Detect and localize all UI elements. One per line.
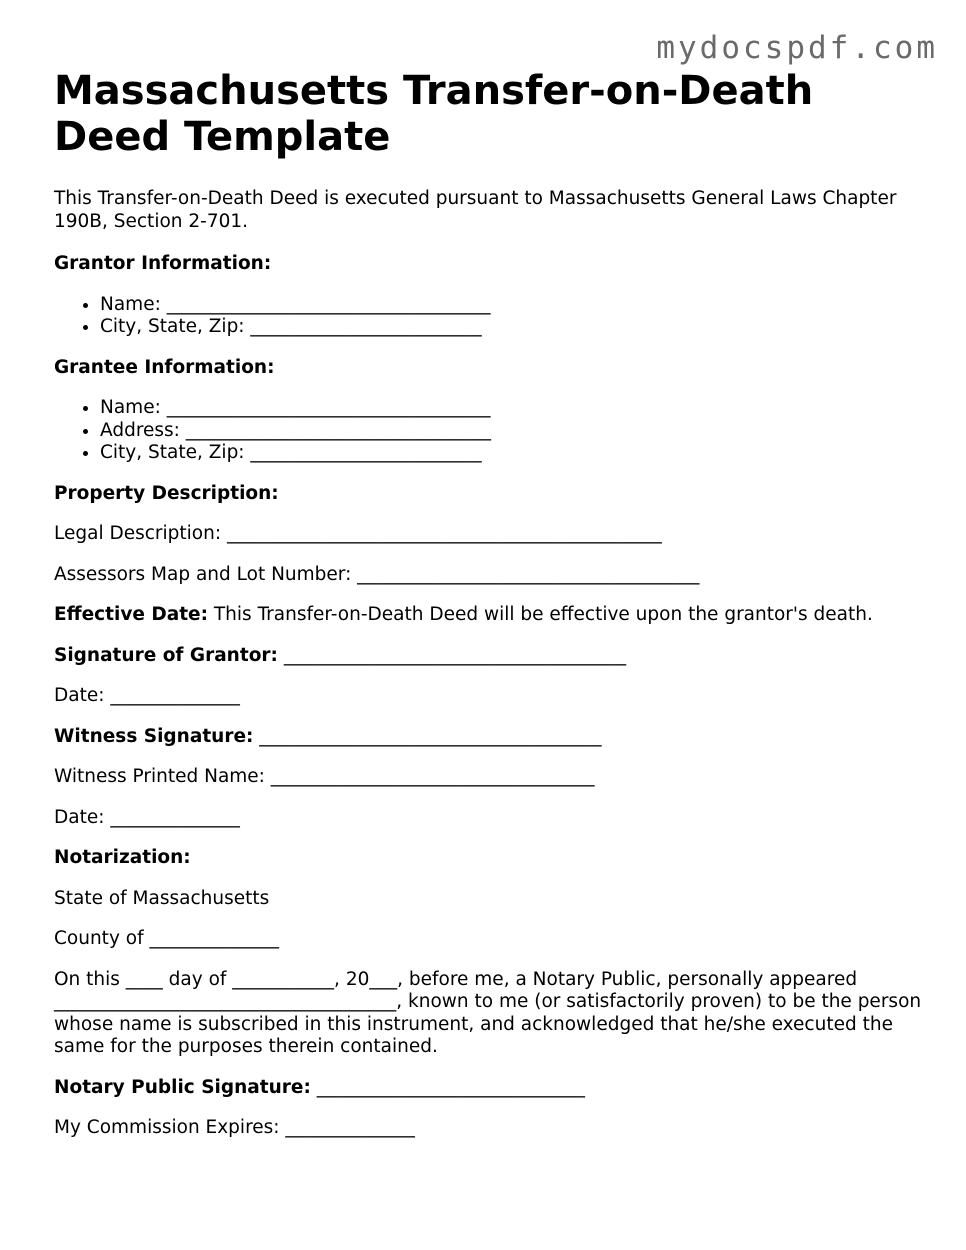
notary-state: State of Massachusetts [54,887,270,909]
grantor-signature [54,645,934,668]
grantee-city-field: • City, State, Zip: _________________________ [100,442,934,465]
watermark: mydocspdf.com [656,30,938,66]
grantor-date-field: Date: ______________ [54,685,240,706]
effective-date-label: Effective Date: [54,604,208,625]
legal-description-field: Legal Description: _______________________________________________ [54,523,662,544]
grantee-address-field: • Address: _________________________________ [100,420,934,443]
grantee-heading: Grantee Information: [54,356,275,378]
grantor-city-field: • City, State, Zip: _________________________ [100,316,934,339]
grantor-list [54,294,934,339]
grantor-heading: Grantor Information: [54,253,272,274]
intro-text: This Transfer-on-Death Deed is executed pursuant to Massachusetts General Laws Chapter 190B, Section 2-701. [54,188,897,232]
notarization-heading: Notarization: [54,847,191,868]
grantor-name-field: • Name: ___________________________________ [100,294,934,317]
notary-signature-line: _____________________________ [310,1076,585,1098]
grantor-signature-label: Signature of Grantor: [54,644,278,666]
document-title: Massachusetts Transfer-on-Death Deed Template [54,68,814,160]
witness-printed-name-field: Witness Printed Name: ___________________________________ [54,766,595,787]
notary-county-field: County of ______________ [54,928,279,949]
effective-date-text: This Transfer-on-Death Deed will be effective upon the grantor's death. [208,604,873,625]
grantor-signature-line: _____________________________________ [277,644,627,666]
notary-signature-label: Notary Public Signature: [54,1076,311,1098]
property-heading: Property Description: [54,482,279,504]
notary-statement: On this ____ day of ___________, 20___, before me, a Notary Public, personally appeared _____________________________________, known to me (or satisfactorily proven) to be the person whose name is subscribed in this instrument, and acknowledged that he/she executed the same for the purposes therein contained. [54,968,922,1057]
witness-date-field: Date: ______________ [54,806,240,828]
witness-signature-line: _____________________________________ [253,725,602,747]
witness-signature-label: Witness Signature: [54,725,254,747]
witness-signature [54,726,934,749]
notary-signature [54,1077,934,1100]
grantee-name-field: • Name: ___________________________________ [100,397,934,420]
grantee-list [54,397,934,465]
assessors-field: Assessors Map and Lot Number: _____________________________________ [54,563,700,585]
commission-expires-field: My Commission Expires: ______________ [54,1117,415,1138]
document-page [54,68,934,1158]
effective-date [54,604,934,627]
